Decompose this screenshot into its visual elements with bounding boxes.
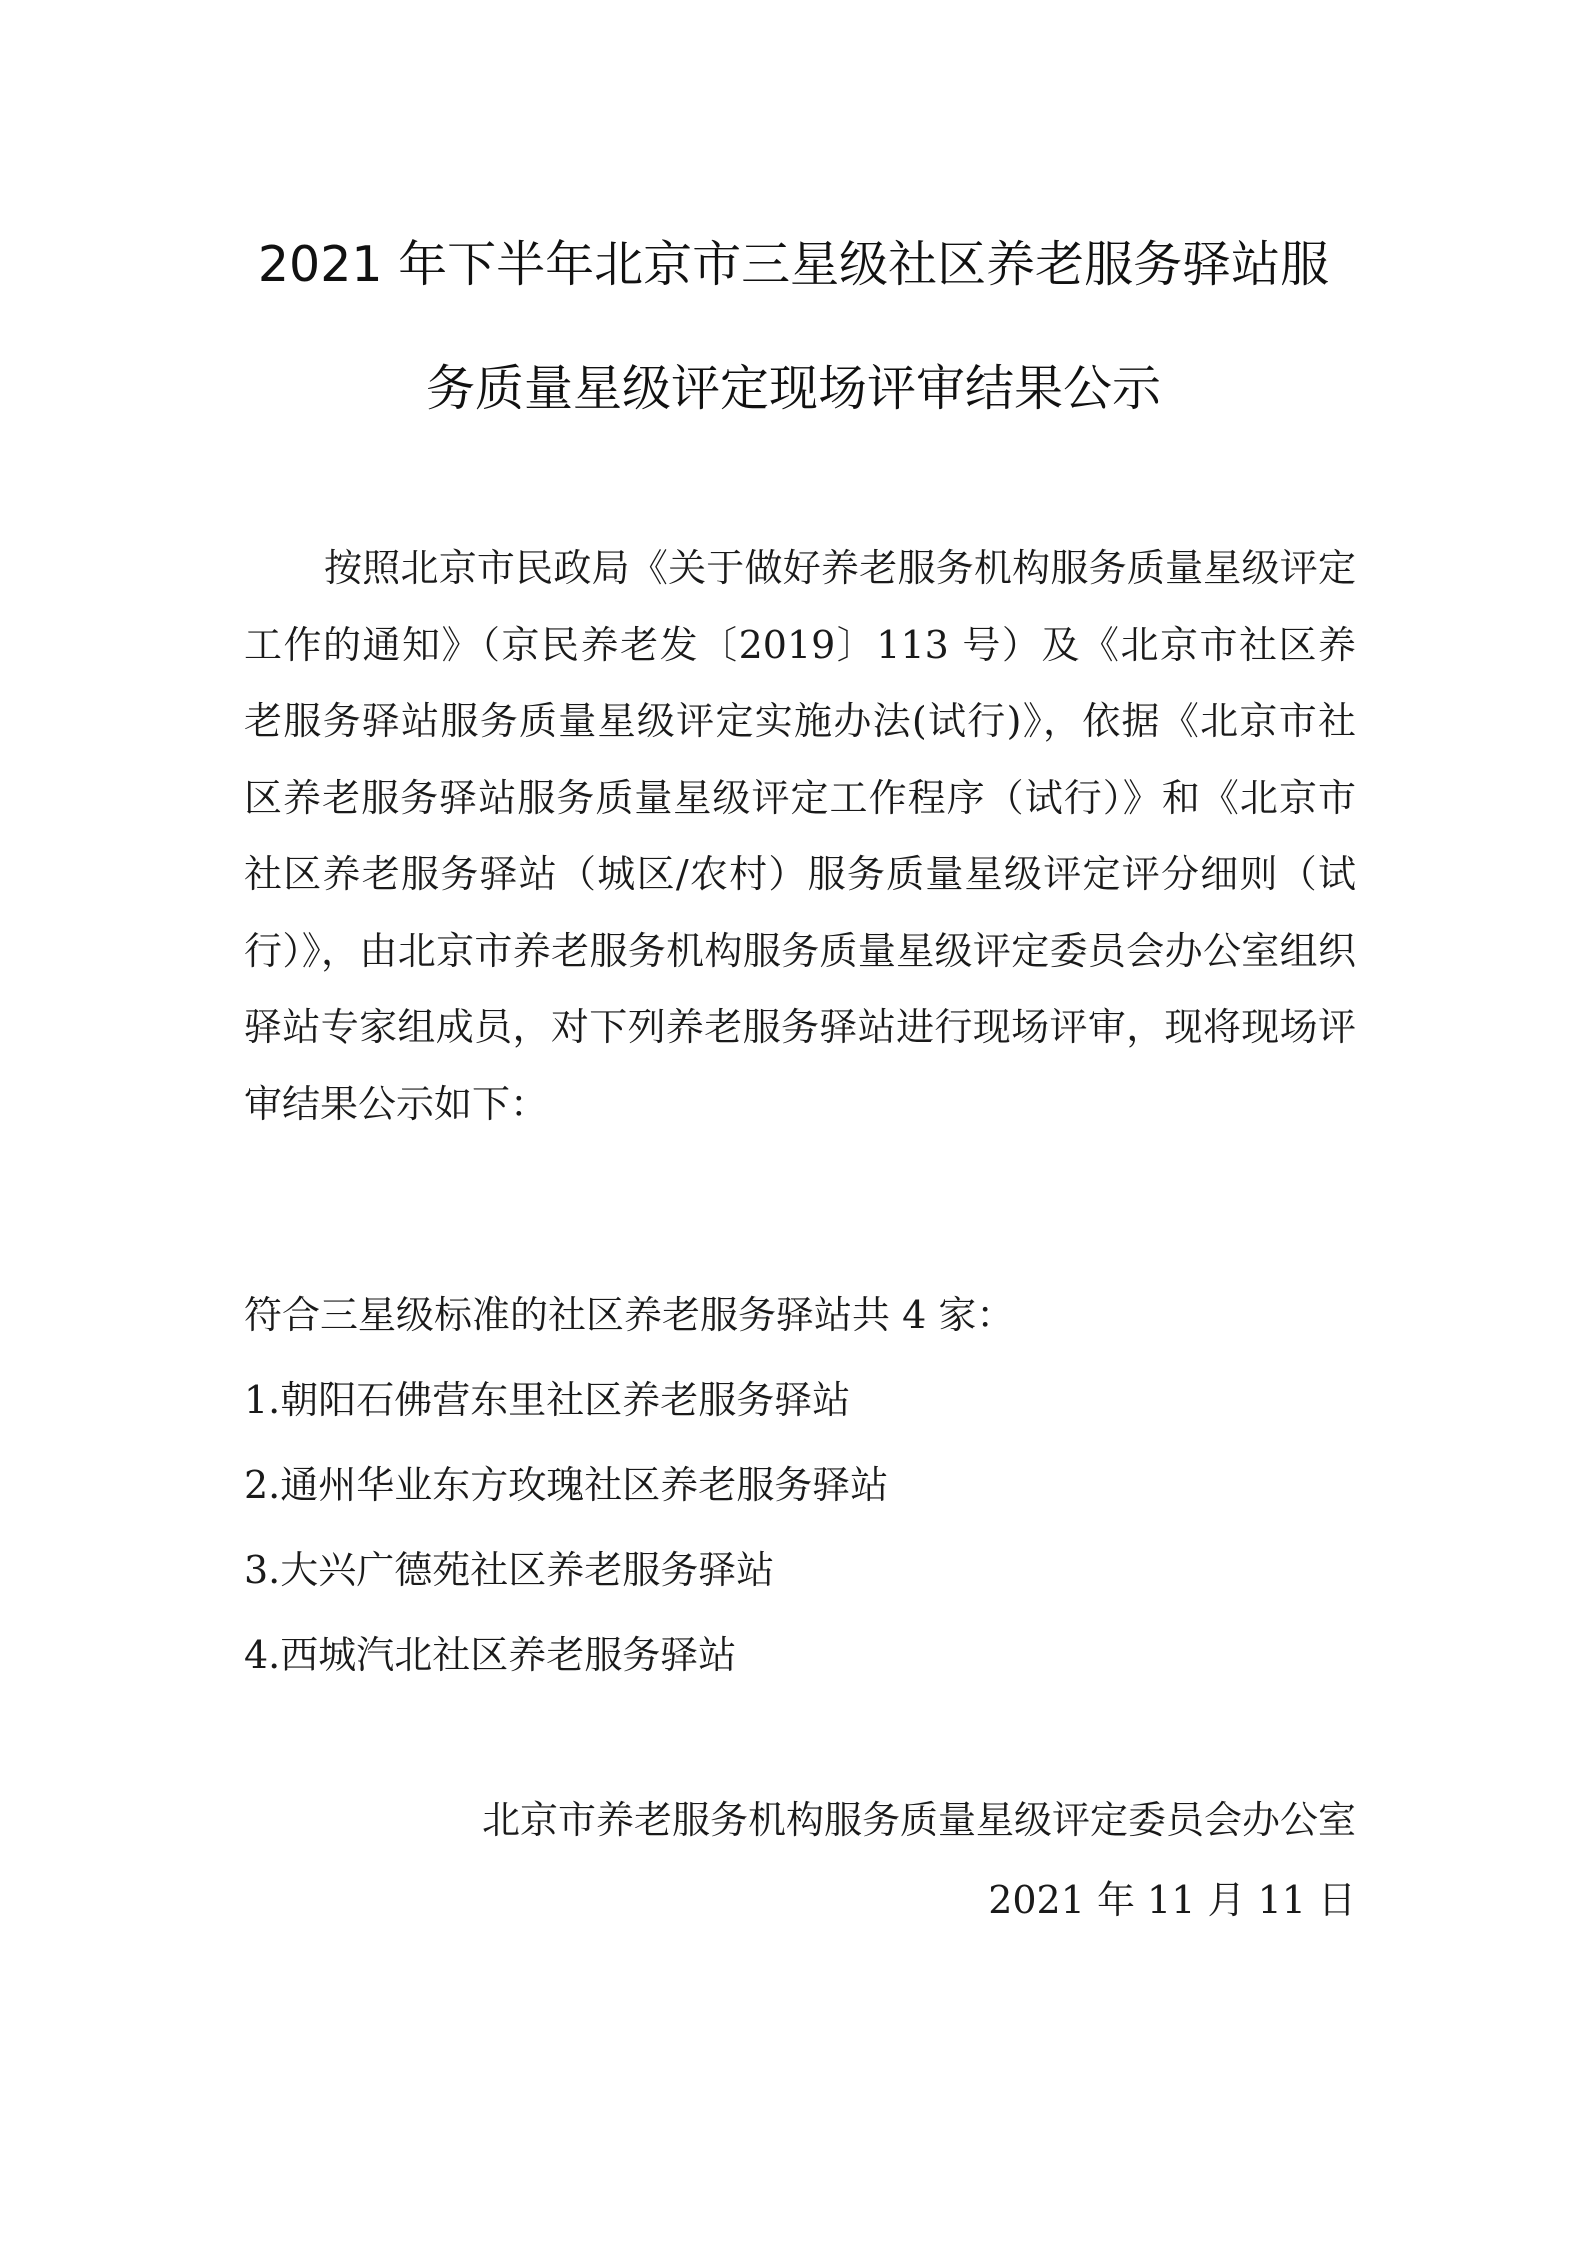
list-item: 4.西城汽北社区养老服务驿站 <box>244 1633 737 1677</box>
signature-organization: 北京市养老服务机构服务质量星级评定委员会办公室 <box>481 1798 1356 1842</box>
list-item: 3.大兴广德苑社区养老服务驿站 <box>244 1548 775 1592</box>
list-item: 2.通州华业东方玫瑰社区养老服务驿站 <box>244 1463 889 1507</box>
list-item: 1.朝阳石佛营东里社区养老服务驿站 <box>244 1378 851 1422</box>
signature-date: 2021 年 11 月 11 日 <box>988 1878 1356 1922</box>
document-title-line-2: 务质量星级评定现场评审结果公示 <box>425 360 1161 417</box>
list-intro: 符合三星级标准的社区养老服务驿站共 4 家： <box>244 1293 1015 1337</box>
body-paragraph: 按照北京市民政局《关于做好养老服务机构服务质量星级评定工作的通知》（京民养老发〔2019〕113 号）及《北京市社区养老服务驿站服务质量星级评定实施办法(试行)》，依据《北京市社区养老服务驿站服务质量星级评定工作程序（试行）》和《北京市社区养老服务驿站（城区/农村）服务质量星级评定评分细则（试行）》，由北京市养老服务机构服务质量星级评定委员会办公室组织驿站专家组成员，对下列养老服务驿站进行现场评审，现将现场评审结果公示如下： <box>244 546 1356 1126</box>
document-title-line-1: 2021 年下半年北京市三星级社区养老服务驿站服 <box>257 236 1330 293</box>
